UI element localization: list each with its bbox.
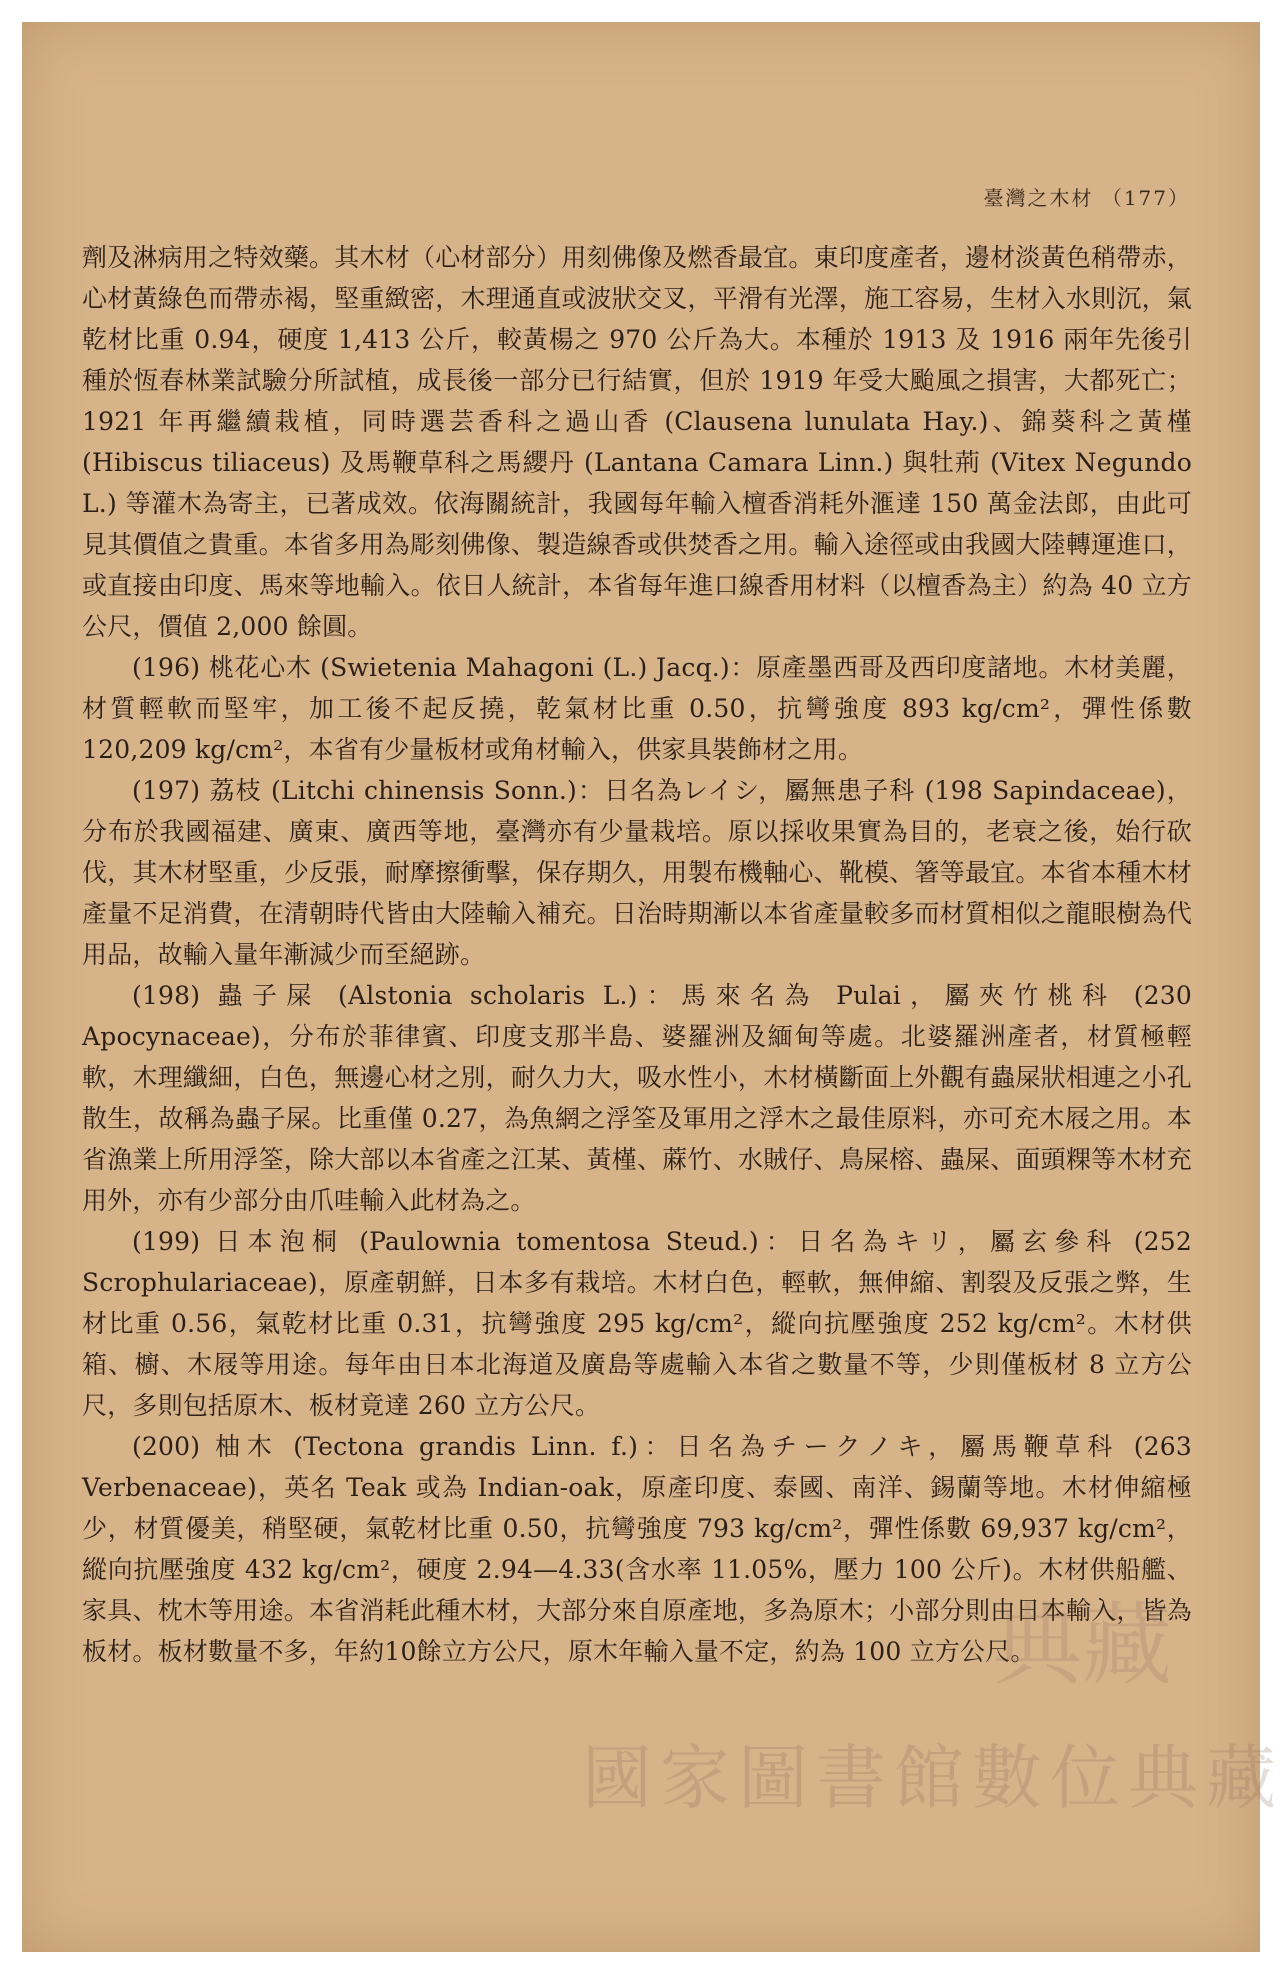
entry-199: (199) 日本泡桐 (Paulownia tomentosa Steud.)：日名為キリ，屬玄參科 (252 Scrophulariaceae)，原產朝鮮，日本多有栽培。木材白色，輕軟，無伸縮、割裂及反張之弊，生材比重 0.56，氣乾材比重 0.31，抗彎強度 295 kg/cm²，縱向抗壓強度 252 kg/cm²。木材供箱、櫥、木屐等用途。每年由日本北海道及廣島等處輸入本省之數量不等，少則僅板材 8 立方公尺，多則包括原木、板材竟達 260 立方公尺。 (82, 1227, 1192, 1420)
entry-197: (197) 荔枝 (Litchi chinensis Sonn.)：日名為レイシ，屬無患子科 (198 Sapindaceae)，分布於我國福建、廣東、廣西等地，臺灣亦有少量栽培。原以採收果實為目的，老衰之後，始行砍伐，其木材堅重，少反張，耐摩擦衝擊，保存期久，用製布機軸心、靴模、箸等最宜。本省本種木材產量不足消費，在清朝時代皆由大陸輸入補充。日治時期漸以本省產量較多而材質相似之龍眼樹為代用品，故輸入量年漸減少而至絕跡。 (82, 776, 1192, 969)
watermark-logo: 典藏 (992, 1593, 1172, 1698)
paragraph-continuation: 劑及淋病用之特效藥。其木材（心材部分）用刻佛像及燃香最宜。東印度產者，邊材淡黃色稍帶赤，心材黃綠色而帶赤褐，堅重緻密，木理通直或波狀交叉，平滑有光澤，施工容易，生材入水則沉，氣乾材比重 0.94，硬度 1,413 公斤，較黃楊之 970 公斤為大。本種於 1913 及 1916 兩年先後引種於恆春林業試驗分所試植，成長後一部分已行結實，但於 1919 年受大颱風之損害，大都死亡；1921 年再繼續栽植，同時選芸香科之過山香 (Clausena lunulata Hay.)、錦葵科之黃槿 (Hibiscus tiliaceus) 及馬鞭草科之馬纓丹 (Lantana Camara Linn.) 與牡荊 (Vitex Negundo L.) 等灌木為寄主，已著成效。依海關統計，我國每年輸入檀香消耗外滙達 150 萬金法郎，由此可見其價值之貴重。本省多用為彫刻佛像、製造線香或供焚香之用。輸入途徑或由我國大陸轉運進口，或直接由印度、馬來等地輸入。依日人統計，本省每年進口線香用材料（以檀香為主）約為 40 立方公尺，價值 2,000 餘圓。 (82, 243, 1192, 641)
entry-200: (200) 柚木 (Tectona grandis Linn. f.)：日名為チークノキ，屬馬鞭草科 (263 Verbenaceae)，英名 Teak 或為 Indian-oak，原產印度、泰國、南洋、錫蘭等地。木材伸縮極少，材質優美，稍堅硬，氣乾材比重 0.50，抗彎強度 793 kg/cm²，彈性係數 69,937 kg/cm²，縱向抗壓強度 432 kg/cm²，硬度 2.94—4.33(含水率 11.05%，壓力 100 公斤)。木材供船艦、家具、枕木等用途。本省消耗此種木材，大部分來自原產地，多為原木；小部分則由日本輸入，皆為板材。板材數量不多，年約10餘立方公尺，原木年輸入量不定，約為 100 立方公尺。 (82, 1432, 1192, 1666)
library-watermark: 國家圖書館數位典藏 (582, 1737, 1284, 1819)
entry-196: (196) 桃花心木 (Swietenia Mahagoni (L.) Jacq.)：原產墨西哥及西印度諸地。木材美麗，材質輕軟而堅牢，加工後不起反撓，乾氣材比重 0.50，抗彎強度 893 kg/cm²，彈性係數 120,209 kg/cm²，本省有少量板材或角材輸入，供家具裝飾材之用。 (82, 653, 1192, 764)
running-header: 臺灣之木材 （177） (983, 186, 1190, 210)
scanned-page (22, 22, 1284, 1952)
body-text (82, 237, 1192, 1672)
entry-198: (198) 蟲子屎 (Alstonia scholaris L.)：馬來名為 Pulai，屬夾竹桃科 (230 Apocynaceae)，分布於菲律賓、印度支那半島、婆羅洲及緬甸等處。北婆羅洲產者，材質極輕軟，木理纖細，白色，無邊心材之別，耐久力大，吸水性小，木材橫斷面上外觀有蟲屎狀相連之小孔散生，故稱為蟲子屎。比重僅 0.27，為魚網之浮筌及軍用之浮木之最佳原料，亦可充木屐之用。本省漁業上所用浮筌，除大部以本省產之江某、黃槿、蔴竹、水賊仔、鳥屎榕、蟲屎、面頭粿等木材充用外，亦有少部分由爪哇輸入此材為之。 (82, 981, 1192, 1215)
